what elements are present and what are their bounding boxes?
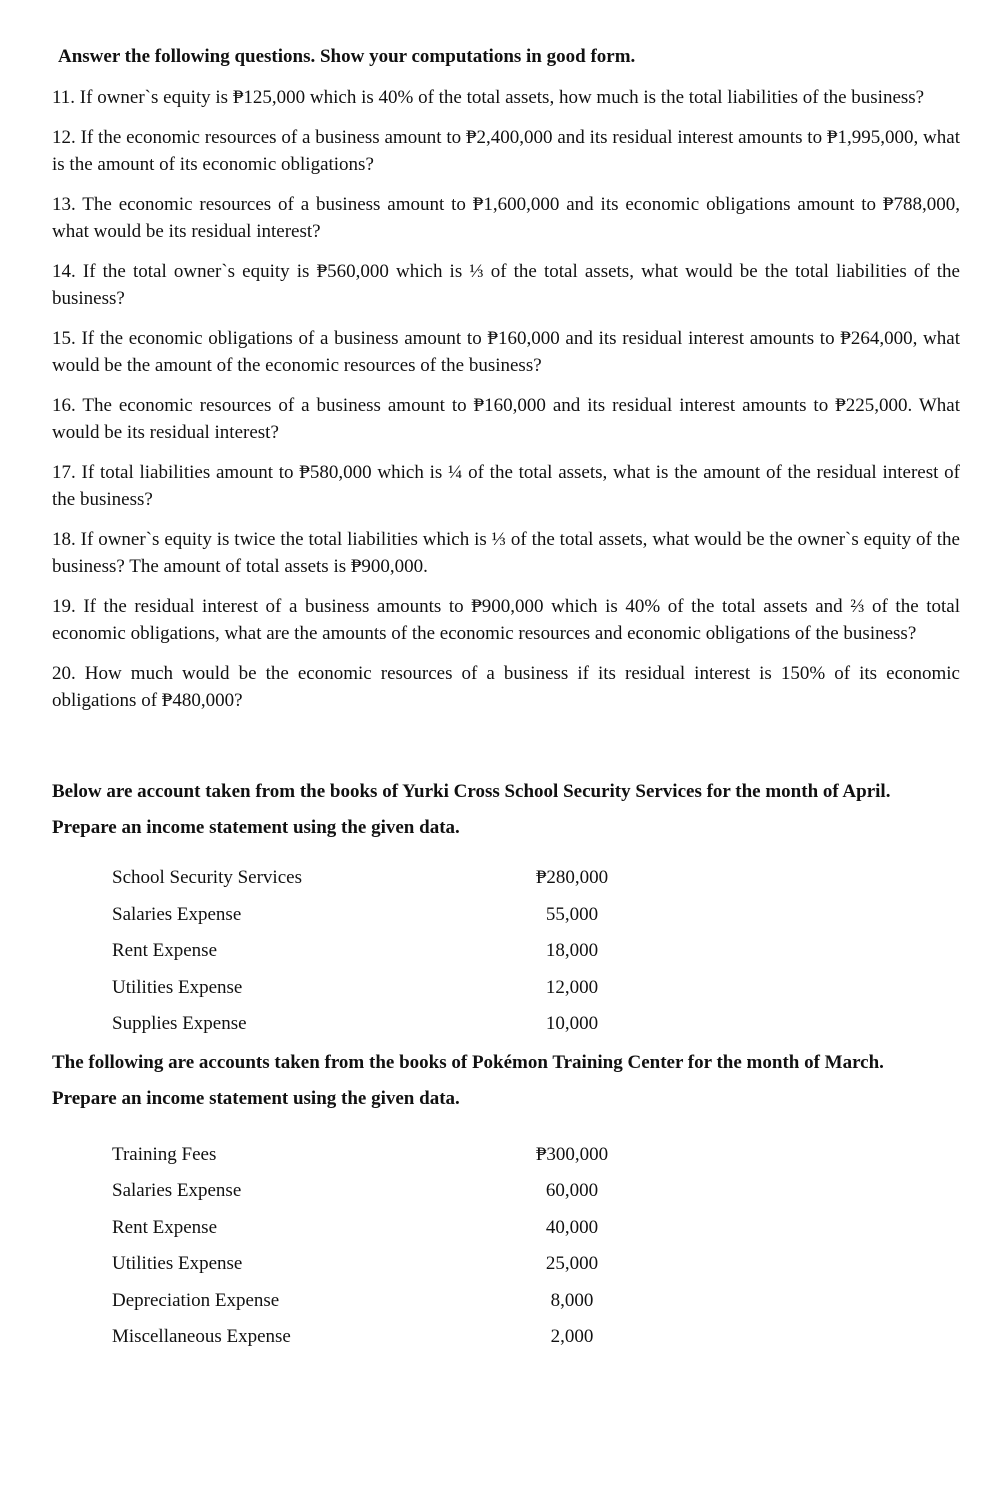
account-amount: ₱280,000 bbox=[535, 867, 609, 888]
yurki-section bbox=[52, 774, 960, 1043]
pokemon-accounts-list bbox=[112, 1137, 632, 1356]
account-name: School Security Services bbox=[112, 867, 302, 888]
account-name: Miscellaneous Expense bbox=[112, 1326, 291, 1347]
account-name: Salaries Expense bbox=[112, 903, 242, 925]
account-row bbox=[112, 1006, 632, 1043]
question-19: 19. If the residual interest of a business amounts to ₱900,000 which is 40% of the total assets and ⅔ of the total economic obligations, what are the amounts of the economic resources and economic obligations of the business? bbox=[52, 596, 960, 644]
account-row bbox=[112, 1210, 632, 1247]
account-row bbox=[112, 1283, 632, 1320]
yurki-accounts-list bbox=[112, 860, 632, 1043]
question-18: 18. If owner`s equity is twice the total liabilities which is ⅓ of the total assets, what would be the owner`s equity of the business? The amount of total assets is ₱900,000. bbox=[52, 529, 960, 577]
account-name: Depreciation Expense bbox=[112, 1289, 280, 1311]
yurki-heading: Below are account taken from the books of Yurki Cross School Security Services for the month of April. bbox=[52, 781, 891, 802]
account-row bbox=[112, 860, 632, 897]
question-12: 12. If the economic resources of a business amount to ₱2,400,000 and its residual interest amounts to ₱1,995,000, what is the amount of its economic obligations? bbox=[52, 127, 960, 175]
question-17: 17. If total liabilities amount to ₱580,000 which is ¼ of the total assets, what is the amount of the residual interest of the business? bbox=[52, 462, 960, 510]
account-row bbox=[112, 1137, 632, 1174]
worksheet-page bbox=[52, 40, 960, 1358]
account-amount: 18,000 bbox=[545, 940, 599, 961]
account-row bbox=[112, 897, 632, 934]
account-row bbox=[112, 1319, 632, 1356]
account-row bbox=[112, 970, 632, 1007]
account-amount: 12,000 bbox=[545, 976, 599, 998]
account-name: Rent Expense bbox=[112, 940, 218, 961]
account-row bbox=[112, 1173, 632, 1210]
pokemon-instruction: Prepare an income statement using the given data. bbox=[52, 1087, 460, 1109]
account-name: Salaries Expense bbox=[112, 1180, 242, 1201]
question-15: 15. If the economic obligations of a business amount to ₱160,000 and its residual interest amounts to ₱264,000, what would be the amount of the economic resources of the business? bbox=[52, 328, 960, 376]
account-row bbox=[112, 1246, 632, 1283]
account-row bbox=[112, 933, 632, 970]
account-amount: 25,000 bbox=[545, 1253, 599, 1274]
instructions-heading: Answer the following questions. Show your computations in good form. bbox=[58, 46, 636, 67]
pokemon-heading: The following are accounts taken from the books of Pokémon Training Center for the month of March. bbox=[52, 1051, 884, 1073]
account-name: Rent Expense bbox=[112, 1216, 218, 1238]
account-name: Training Fees bbox=[112, 1143, 217, 1165]
account-amount: 60,000 bbox=[545, 1180, 599, 1201]
account-name: Utilities Expense bbox=[112, 1253, 243, 1274]
account-amount: 10,000 bbox=[545, 1013, 599, 1034]
account-name: Supplies Expense bbox=[112, 1013, 247, 1034]
account-name: Utilities Expense bbox=[112, 976, 243, 998]
account-amount: ₱300,000 bbox=[535, 1143, 609, 1165]
question-14: 14. If the total owner`s equity is ₱560,000 which is ⅓ of the total assets, what would be the total liabilities of the business? bbox=[52, 261, 960, 309]
account-amount: 40,000 bbox=[545, 1216, 599, 1238]
pokemon-section bbox=[52, 1045, 960, 1356]
account-amount: 55,000 bbox=[545, 903, 599, 925]
account-amount: 8,000 bbox=[550, 1289, 594, 1311]
question-11: 11. If owner`s equity is ₱125,000 which is 40% of the total assets, how much is the total liabilities of the business? bbox=[52, 87, 925, 108]
question-16: 16. The economic resources of a business amount to ₱160,000 and its residual interest amounts to ₱225,000. What would be its residual interest? bbox=[52, 395, 960, 443]
account-amount: 2,000 bbox=[550, 1326, 594, 1347]
question-13: 13. The economic resources of a business amount to ₱1,600,000 and its economic obligations amount to ₱788,000, what would be its residual interest? bbox=[52, 194, 960, 242]
yurki-instruction: Prepare an income statement using the given data. bbox=[52, 817, 460, 838]
question-20: 20. How much would be the economic resources of a business if its residual interest is 150% of its economic obligations of ₱480,000? bbox=[52, 663, 960, 711]
